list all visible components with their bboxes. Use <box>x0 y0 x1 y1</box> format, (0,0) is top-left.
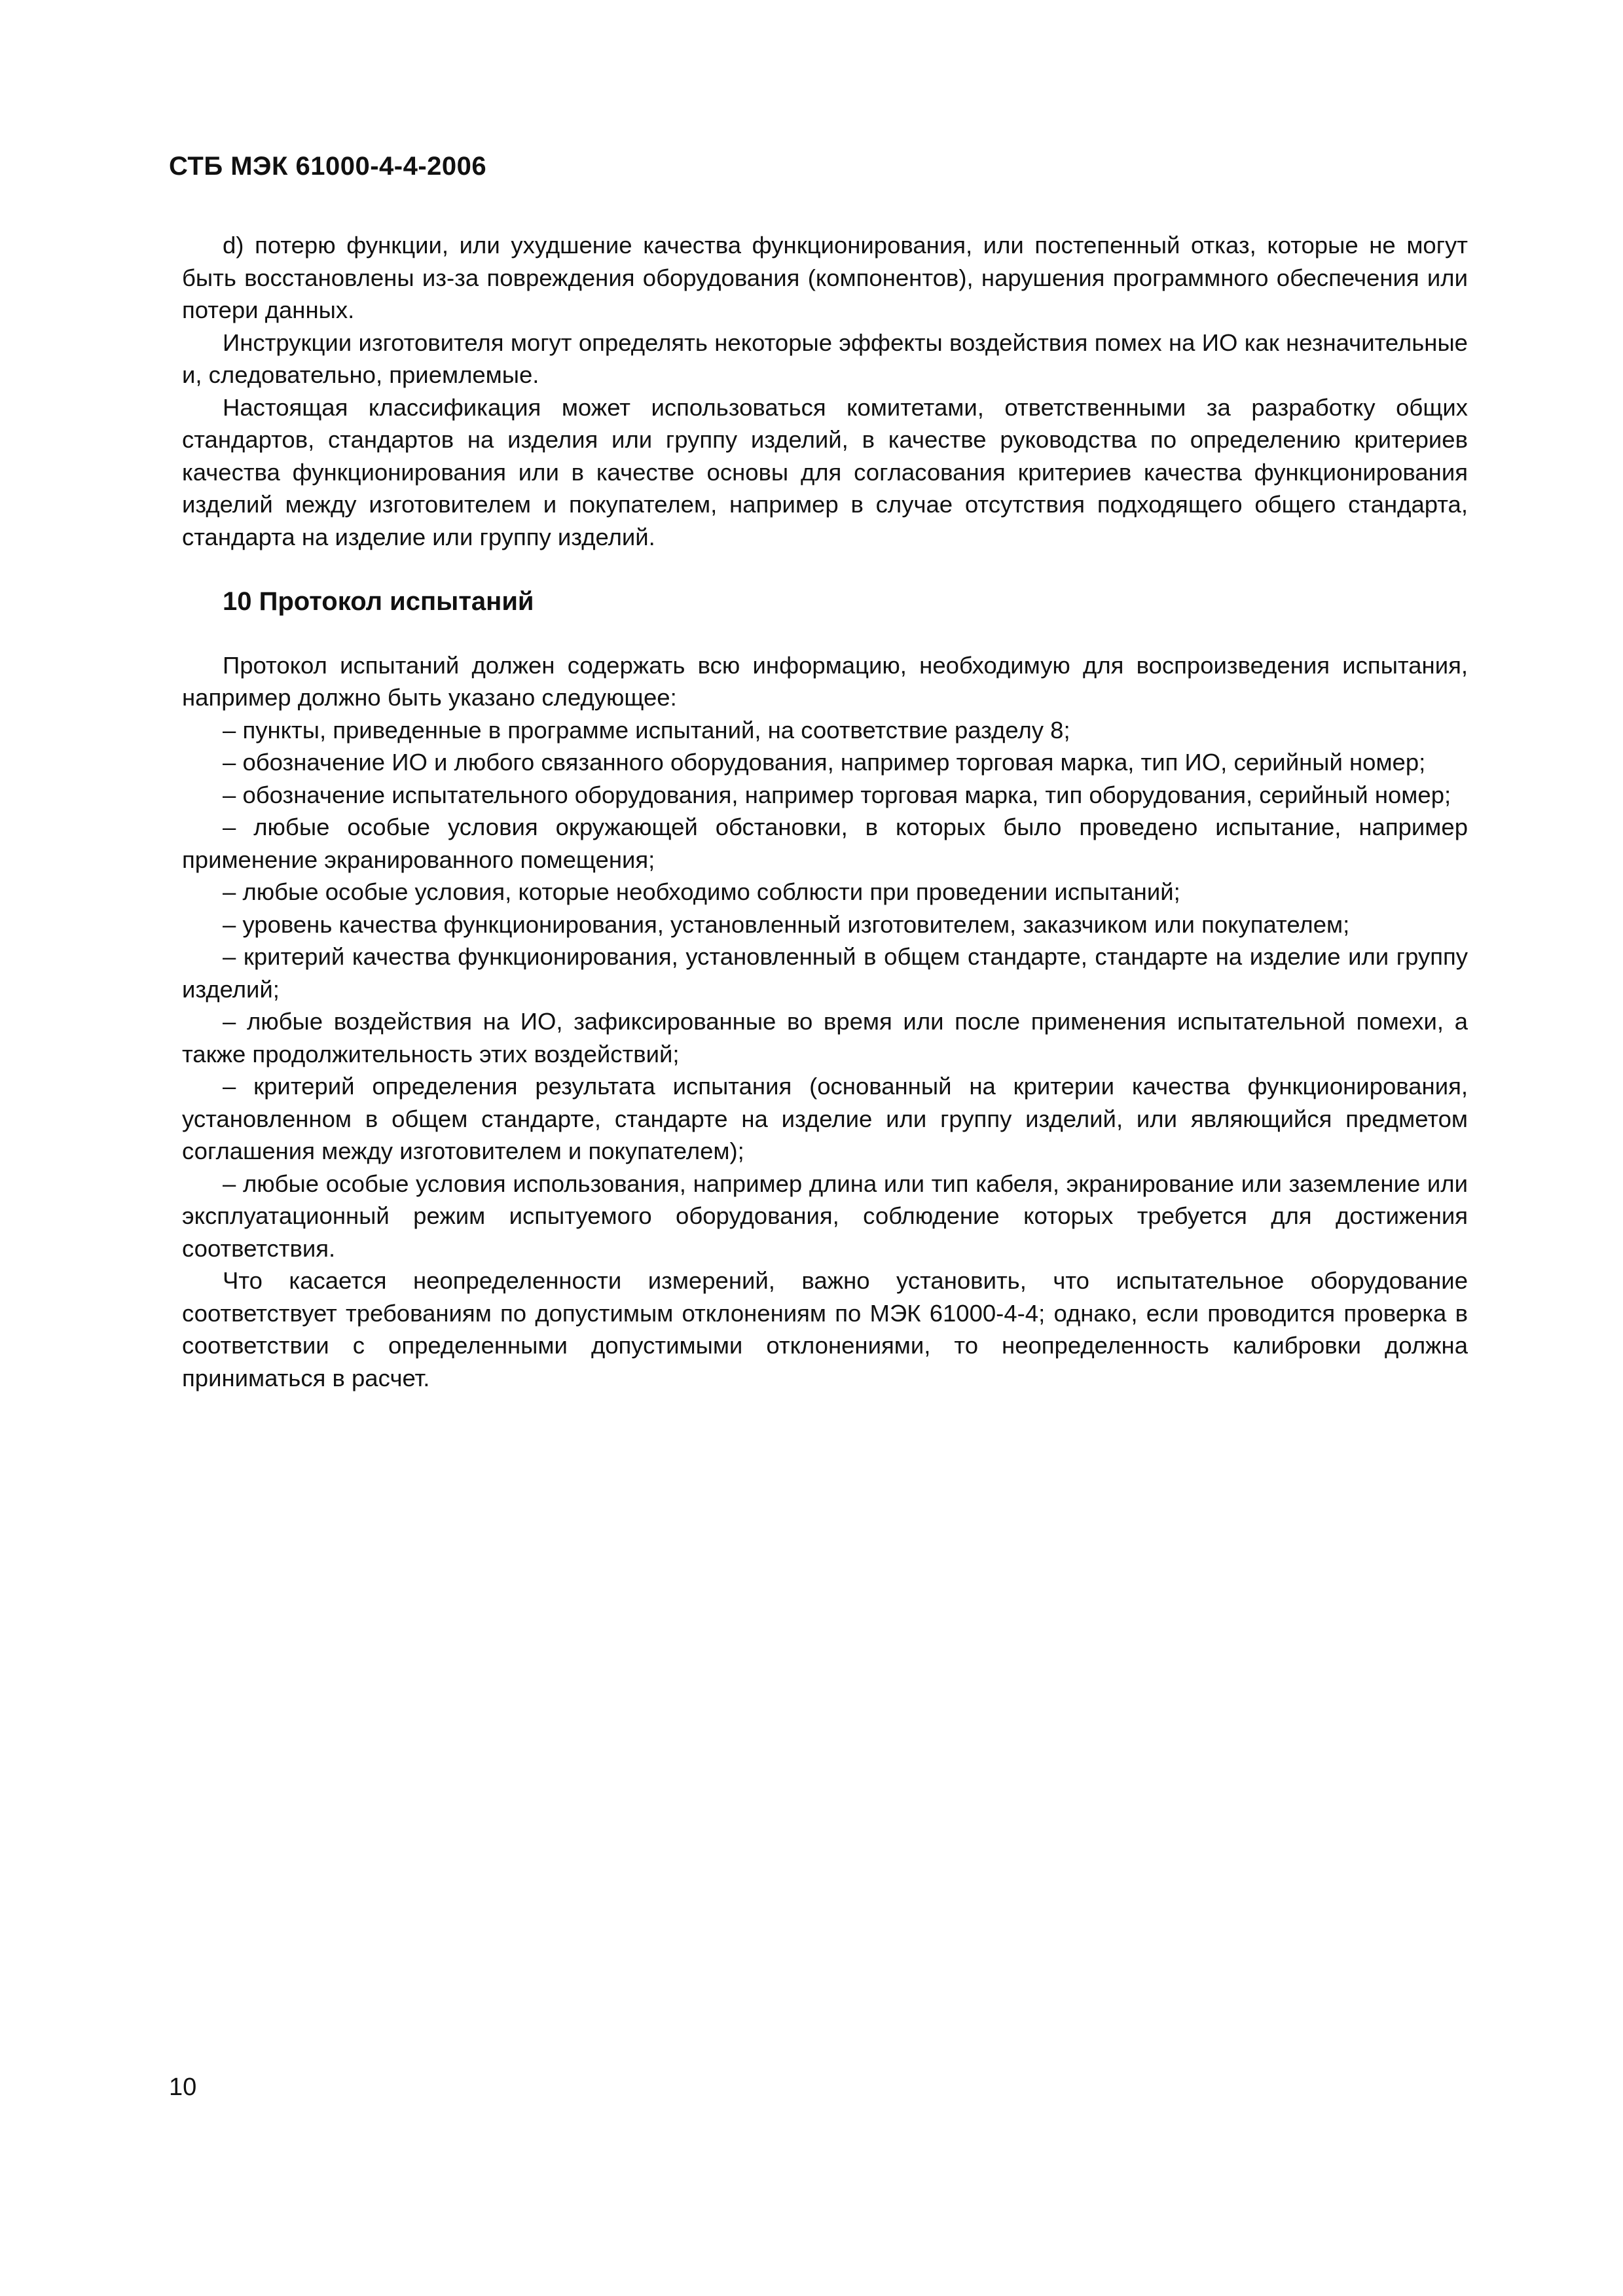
list-item: – обозначение испытательного оборудования, например торговая марка, тип оборудования, серийный номер; <box>223 781 1451 808</box>
list-item: – любые воздействия на ИО, зафиксированные во время или после применения испытательной помехи, а также продолжительность этих воздействий; <box>182 1008 1468 1067</box>
section-title: 10 Протокол испытаний <box>223 587 534 616</box>
list-item: – уровень качества функционирования, установленный изготовителем, заказчиком или покупателем; <box>223 910 1350 938</box>
body-text <box>182 229 1468 1394</box>
list-item: – критерий качества функционирования, установленный в общем стандарте, стандарте на изделие или группу изделий; <box>182 943 1468 1003</box>
paragraph: d) потерю функции, или ухудшение качества функционирования, или постепенный отказ, которые не могут быть восстановлены из-за повреждения оборудования (компонентов), нарушения программного обеспечения или потери данных. <box>182 232 1468 323</box>
list-item: – любые особые условия, которые необходимо соблюсти при проведении испытаний; <box>223 878 1180 905</box>
list-item: – обозначение ИО и любого связанного оборудования, например торговая марка, тип ИО, серийный номер; <box>223 749 1426 776</box>
paragraph: Что касается неопределенности измерений, важно установить, что испытательное оборудование соответствует требованиям по допустимым отклонениям по МЭК 61000-4-4; однако, если проводится проверка в соответствии с определенными допустимыми отклонениями, то неопределенность калибровки должна приниматься в расчет. <box>182 1267 1468 1391</box>
paragraph: Инструкции изготовителя могут определять некоторые эффекты воздействия помех на ИО как незначительные и, следовательно, приемлемые. <box>182 329 1468 388</box>
paragraph: Протокол испытаний должен содержать всю информацию, необходимую для воспроизведения испытания, например должно быть указано следующее: <box>182 651 1468 711</box>
list-item: – любые особые условия использования, например длина или тип кабеля, экранирование или заземление или эксплуатационный режим испытуемого оборудования, соблюдение которых требуется для достижения соответствия. <box>182 1170 1468 1262</box>
page-number: 10 <box>169 2073 197 2101</box>
document-code-header: СТБ МЭК 61000-4-4-2006 <box>169 152 487 181</box>
list-item: – пункты, приведенные в программе испытаний, на соответствие разделу 8; <box>223 716 1070 744</box>
list-item: – любые особые условия окружающей обстановки, в которых было проведено испытание, например применение экранированного помещения; <box>182 814 1468 873</box>
paragraph: Настоящая классификация может использоваться комитетами, ответственными за разработку общих стандартов, стандартов на изделия или группу изделий, в качестве руководства по определению критериев качества функционирования или в качестве основы для согласования критериев качества функционирования изделий между изготовителем и покупателем, например в случае отсутствия подходящего общего стандарта, стандарта на изделие или группу изделий. <box>182 393 1468 550</box>
list-item: – критерий определения результата испытания (основанный на критерии качества функционирования, установленном в общем стандарте, стандарте на изделие или группу изделий, или являющийся предметом соглашения между изготовителем и покупателем); <box>182 1073 1468 1164</box>
